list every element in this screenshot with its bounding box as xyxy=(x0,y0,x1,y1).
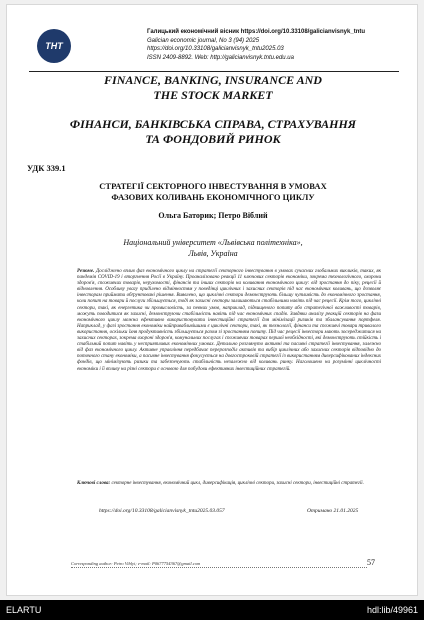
section-title-en: FINANCE, BANKING, INSURANCE AND THE STOCK MARKET xyxy=(104,73,322,102)
udk-code: УДК 339.1 xyxy=(27,163,66,173)
journal-logo: ТНТ xyxy=(37,29,71,63)
authors: Ольга Баторик; Петро Віблий xyxy=(158,211,268,220)
handle-label[interactable]: hdl:lib/49961 xyxy=(366,605,418,615)
document-page xyxy=(6,4,418,596)
journal-doi[interactable]: https://doi.org/10.33108/galicianvisnyk_tntu2025.03 xyxy=(147,46,284,52)
abstract xyxy=(77,269,381,373)
keywords-label: Ключові слова: xyxy=(77,481,111,486)
article-doi[interactable]: https://doi.org/10.33108/galicianvisnyk_tntu2025.03.057 xyxy=(99,508,225,514)
page-number: 57 xyxy=(367,558,375,567)
corresponding-author: Corresponding author: Petro Viblyi; e-mail: P0677754367@gmail.com xyxy=(71,561,201,566)
footer-divider xyxy=(71,567,367,568)
section-title-ua: ФІНАНСИ, БАНКІВСЬКА СПРАВА, СТРАХУВАННЯ ТА ФОНДОВИЙ РИНОК xyxy=(69,117,357,146)
abstract-label: Резюме. xyxy=(77,269,95,274)
repository-label: ELARTU xyxy=(6,605,42,615)
abstract-text: Досліджено вплив фаз економічного циклу на стратегії секторного інвестування в умовах сучасних глобальних викликів, таких, як пандемія COVID-19 і вторгнення Росії в Україну. Проаналізовано реакції 11 ключових секторів економіки, зокрема технологічного, охорони здоров'я, споживчих товарів, нерухомості, фінансів та інших секторів на коливання економічного циклу: від зростання до піку, рецесії й відновлення. Особливу увагу приділено відмінностям у поведінці циклічних і захисних секторів під час економічних коливань, що дозволяє інвесторам приймати обґрунтовані рішення. Виявлено, що циклічні сектори демонструють більшу чутливість до економічного зростання, коли попит на товари й послуги збільшується, тоді як захисні сектори залишаються стабільними навіть під час рецесії. Крім того, циклічні сектори, такі, як енергетика чи промисловість, за певних умов, наприклад, підвищеного попиту або стратегічної важливості товарів, можуть поводитися як захисні, демонструючи стабільність навіть під час економічних спадів. Завдяки аналізу реакцій секторів на фази економічного циклу можна ефективно використовувати інвестиційні стратегії для мінімізації ризиків та збалансування портфеля. Наприклад, у фазі зростання економіки найпривабливішими є циклічні сектори, такі, як технології, фінанси та споживчі товари тривалого використання, оскільки їхня продуктивність збільшується разом зі зростанням попиту. Під час рецесії інвестори мають зосереджатися на захисних секторах, зокрема охороні здоров'я, комунальних послугах і споживчих товарах першої необхідності, які демонструють стійкість і стабільний попит навіть у несприятливих економічних умовах. Детально розглянуто активні та пасивні стратегії інвестування, залежно від фаз економічного циклу. Активне управління передбачає перерозподіл активів та вибір циклічних або захисних секторів відповідно до поточного стану економіки, а пасивне інвестування фокусується на довгостроковій стратегії із використанням диверсифікованих індексних фондів, що мінімізують ризики та забезпечують стабільність незалежно від коливань ринку. Наголошено на розумінні циклічності економіки і її впливу на різні сектори є основою для побудови ефективних інвестиційних стратегій. xyxy=(77,269,382,372)
journal-issn: ISSN 2409-8892. Web: http://galicianvisnyk.tntu.edu.ua xyxy=(147,54,294,61)
affiliation: Національний університет «Львівська політехніка», Львів, Україна xyxy=(123,238,303,258)
journal-title-ua: Галицький економічний вісник https://doi.org/10.33108/galicianvisnyk_tntu xyxy=(147,29,366,35)
keywords-text: секторне інвестування, економічний цикл, диверсифікація, циклічні сектори, захисні сектори, інвестиційні стратегії. xyxy=(111,481,364,486)
journal-header xyxy=(29,25,399,72)
journal-info xyxy=(147,28,407,62)
viewer-footer-bar xyxy=(0,600,424,620)
journal-title-en: Galician economic journal, No 3 (94) 2025 xyxy=(147,37,260,44)
article-title: СТРАТЕГІЇ СЕКТОРНОГО ІНВЕСТУВАННЯ В УМОВАХ ФАЗОВИХ КОЛИВАНЬ ЕКОНОМІЧНОГО ЦИКЛУ xyxy=(99,181,327,202)
received-date: Отримано 21.01.2025 xyxy=(307,508,359,514)
keywords xyxy=(77,481,381,487)
